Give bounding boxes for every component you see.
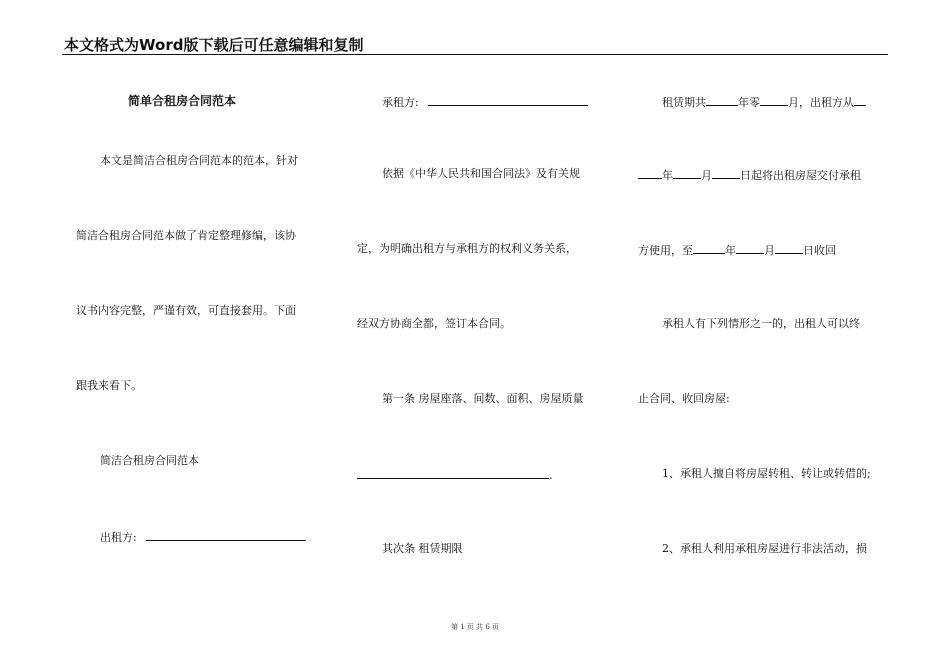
end-year-text: 年 [725, 244, 736, 257]
intro-line-4: 跟我来看下。 [76, 379, 142, 392]
contract-title: 简单合租房合同范本 [128, 94, 237, 108]
recover-text: 日收回 [803, 244, 836, 257]
article-1-heading: 第一条 房屋座落、间数、面积、房屋质量 [382, 392, 584, 405]
term-line-3 [638, 242, 836, 258]
contract-subtitle: 简洁合租房合同范本 [100, 454, 199, 467]
delivery-text: 日起将出租房屋交付承租 [740, 169, 861, 182]
clause-2: 2、承租人利用承租房屋进行非法活动，损 [662, 542, 867, 555]
end-year-blank [693, 242, 725, 254]
term-line-2 [638, 167, 861, 183]
lessor-label: 出租方: [100, 531, 137, 544]
intro-line-3: 议书内容完整，严谨有效，可直接套用。下面 [76, 304, 296, 317]
article-1-blank [357, 467, 549, 479]
article-2-heading: 其次条 租赁期限 [382, 542, 463, 555]
end-day-blank [775, 242, 803, 254]
months-blank [760, 94, 788, 106]
page-number: 第 1 页 共 6 页 [450, 623, 500, 631]
intro-line-1: 本文是简洁合租房合同范本的范本，针对 [100, 154, 298, 167]
document-header: 本文格式为Word版下载后可任意编辑和复制 [64, 36, 364, 54]
lessee-label: 承租方: [382, 96, 419, 109]
term-text-a: 租赁期共 [662, 96, 706, 109]
term-text-b: 年零 [738, 96, 760, 109]
lessee-field [382, 94, 588, 110]
from-year-blank [854, 94, 866, 106]
lessor-field [100, 529, 306, 545]
basis-line-2: 定，为明确出租方与承租方的权利义务关系， [357, 242, 577, 255]
years-blank [706, 94, 738, 106]
termination-line-1: 承租人有下列情形之一的，出租人可以终 [662, 317, 860, 330]
lessee-blank [428, 94, 588, 106]
lessor-blank [146, 529, 306, 541]
use-until-text: 方使用，至 [638, 244, 693, 257]
term-text-c: 月，出租方从 [788, 96, 854, 109]
article-1-period: . [549, 469, 553, 482]
basis-line-3: 经双方协商全都，签订本合同。 [357, 317, 511, 330]
year-text: 年 [662, 169, 673, 182]
clause-1: 1、承租人擅自将房屋转租、转让或转借的; [662, 467, 871, 480]
start-month-blank [673, 167, 701, 179]
month-text: 月 [701, 169, 712, 182]
article-1-field [357, 467, 553, 483]
start-year-blank [638, 167, 662, 179]
start-day-blank [712, 167, 740, 179]
end-month-text: 月 [764, 244, 775, 257]
end-month-blank [736, 242, 764, 254]
basis-line-1: 依据《中华人民共和国合同法》及有关规 [382, 167, 580, 180]
term-line-1 [662, 94, 866, 110]
termination-line-2: 止合同、收回房屋: [638, 392, 730, 405]
intro-line-2: 简洁合租房合同范本做了肯定整理修编，该协 [76, 229, 296, 242]
